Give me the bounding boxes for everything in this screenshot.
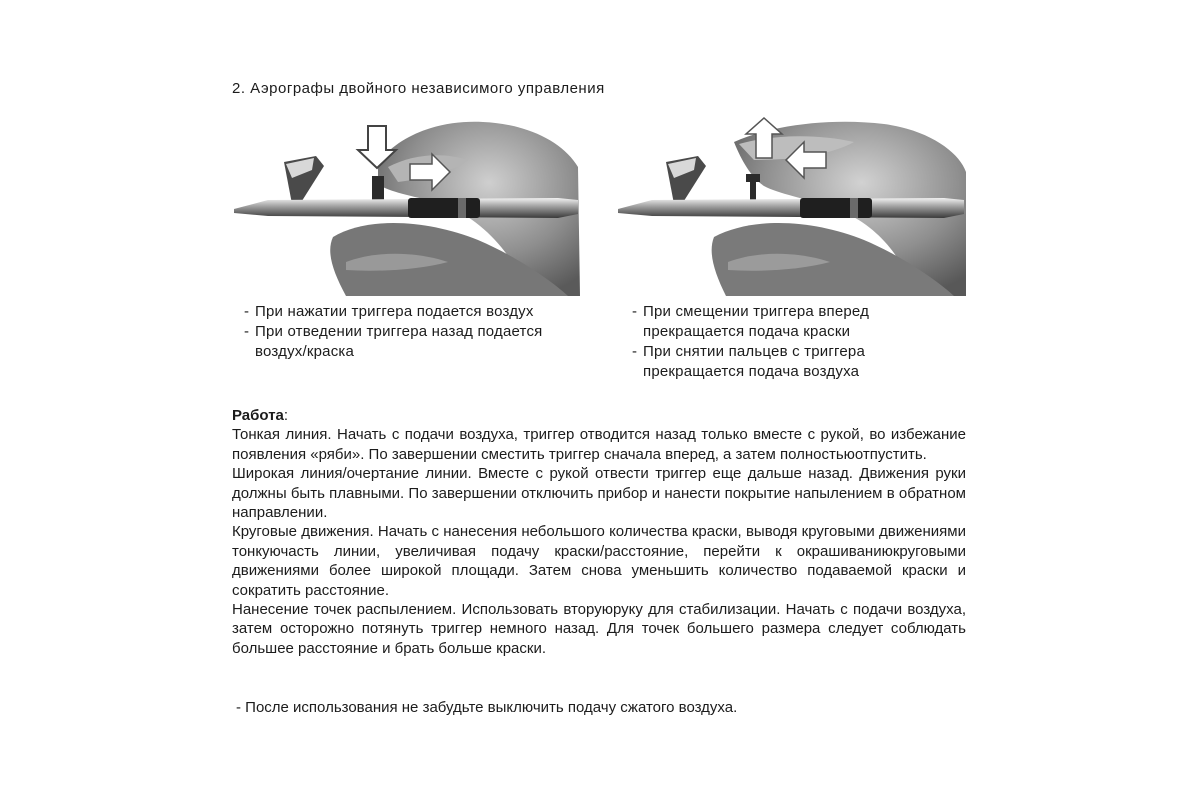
work-title-line (232, 406, 966, 425)
work-section (232, 406, 966, 658)
work-title-colon: : (283, 407, 289, 424)
section-heading: 2. Аэрографы двойного независимого управления (232, 80, 605, 97)
caption-item: - При отведении триггера назад подается воздух/краска (244, 322, 594, 362)
airbrush-photo-press-trigger (228, 112, 580, 296)
work-paragraph-wide-line: Широкая линия/очертание линии. Вместе с рукой отвести триггер еще дальше назад. Движения руки должны быть плавными. По завершении отключить прибор и нанести покрытие напылением в обратном направлении. (232, 465, 966, 522)
caption-list-right (632, 302, 952, 382)
caption-item: - При снятии пальцев с триггера прекращается подача воздуха (632, 342, 952, 382)
work-paragraph-circular: Круговые движения. Начать с нанесения небольшого количества краски, выводя круговыми движениями тонкуючасть линии, увеличивая подачу краски/расстояние, перейти к окрашиваниюкруговыми движениями более широкой площади. Затем снова уменьшить количество подаваемой краски и сократить расстояние. (232, 523, 966, 599)
caption-item: - При смещении триггера вперед прекращается подача краски (632, 302, 952, 342)
work-title: Работа (232, 407, 284, 424)
caption-list-left (244, 302, 594, 362)
caption-item: - При нажатии триггера подается воздух (244, 302, 594, 322)
airbrush-illustration (228, 112, 580, 296)
airbrush-illustration (614, 112, 966, 296)
work-paragraph-fine-line: Тонкая линия. Начать с подачи воздуха, триггер отводится назад только вместе с рукой, во избежание появления «ряби». По завершении сместить триггер сначала вперед, а затем полностьюотпустить. (232, 426, 966, 463)
work-paragraph-dots: Нанесение точек распылением. Использовать вторуюруку для стабилизации. Начать с подачи воздуха, затем осторожно потянуть триггер немного назад. Для точек большего размера следует соблюдать большее расстояние и брать больше краски. (232, 601, 966, 657)
airbrush-photo-release-trigger (614, 112, 966, 296)
footer-note: - После использования не забудьте выключить подачу сжатого воздуха. (236, 699, 738, 716)
